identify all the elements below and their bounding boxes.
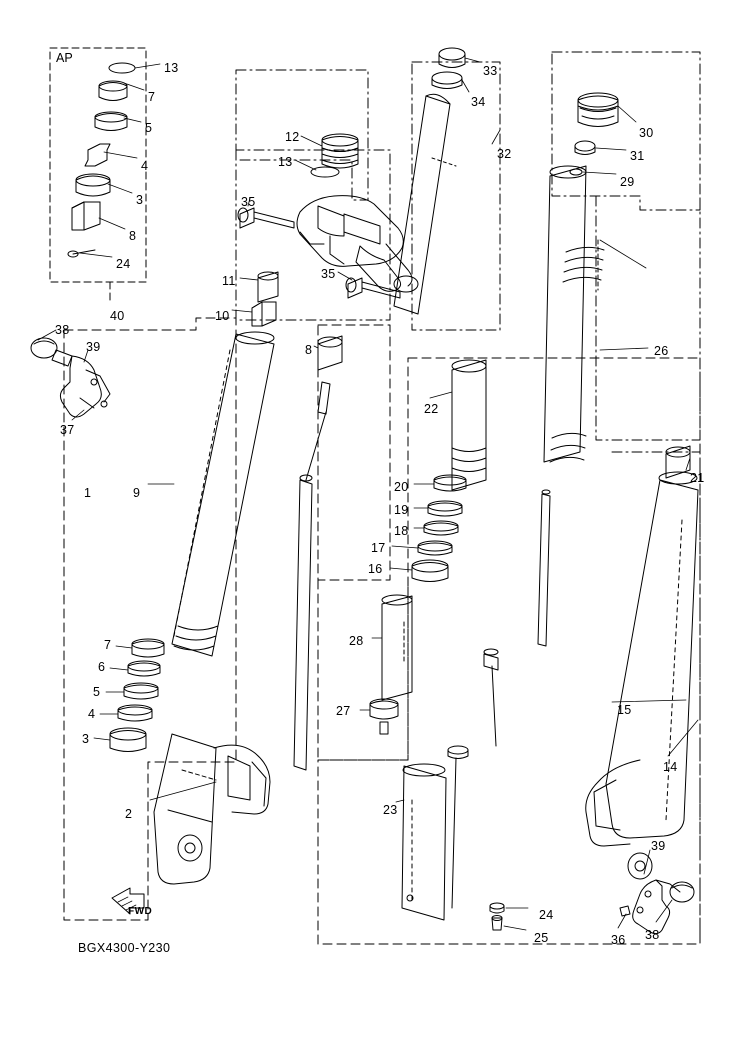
- part-callout-13: 13: [164, 61, 179, 75]
- part-23-damper: [294, 480, 312, 770]
- part-callout-35: 35: [241, 195, 256, 209]
- part-callout-19: 19: [394, 503, 409, 517]
- part-callout-12: 12: [285, 130, 300, 144]
- part-callout-29: 29: [620, 175, 635, 189]
- diagram-code-label: BGX4300-Y230: [78, 941, 171, 955]
- part-callout-26: 26: [654, 344, 669, 358]
- group-box-14: [612, 452, 700, 944]
- part-callout-2: 2: [125, 807, 133, 821]
- part-13b-washer: [311, 167, 339, 177]
- long-rod: [538, 494, 550, 646]
- part-callout-1: 1: [84, 486, 92, 500]
- group-box-crown: [236, 150, 390, 320]
- part-callout-40: 40: [110, 309, 125, 323]
- part-9-inner-tube: [172, 334, 274, 656]
- part-36-bracket: [633, 880, 670, 934]
- part-callout-35: 35: [321, 267, 336, 281]
- part-callout-5: 5: [93, 685, 101, 699]
- part-24b-washer: [490, 903, 504, 909]
- part-27-seat: [370, 701, 398, 719]
- part-26-inner-tube: [544, 166, 586, 462]
- part-callout-7: 7: [148, 90, 156, 104]
- under-bracket: [297, 196, 403, 267]
- part-8b-nut: [318, 336, 342, 370]
- part-11-collar: [258, 272, 278, 302]
- part-callout-32: 32: [497, 147, 512, 161]
- part-23-tube: [402, 766, 446, 920]
- part-callout-33: 33: [483, 64, 498, 78]
- part-callout-34: 34: [471, 95, 486, 109]
- part-31-seal: [575, 141, 595, 151]
- part-callout-6: 6: [98, 660, 106, 674]
- part-30-bearing: [578, 96, 618, 110]
- group-box-1: [64, 318, 236, 920]
- part-34-washer: [432, 72, 462, 84]
- part-callout-39: 39: [651, 839, 666, 853]
- part-18-ring: [424, 523, 458, 535]
- steer-tube: [394, 96, 450, 314]
- part-2-outer-tube: [154, 734, 216, 884]
- part-callout-37: 37: [60, 423, 75, 437]
- part-callout-11: 11: [222, 274, 236, 288]
- part-callout-17: 17: [371, 541, 386, 555]
- damper-rod-top: [318, 382, 330, 414]
- part-callout-38: 38: [55, 323, 70, 337]
- part-callout-14: 14: [663, 760, 678, 774]
- part-33-nut: [439, 48, 465, 60]
- part-21-cap: [666, 446, 690, 478]
- part-callout-28: 28: [349, 634, 364, 648]
- part-callout-3: 3: [136, 193, 144, 207]
- part-callout-27: 27: [336, 704, 351, 718]
- ap-tag-label: AP: [56, 51, 73, 65]
- part-3b-seal: [110, 731, 146, 752]
- part-callout-3: 3: [82, 732, 90, 746]
- part-callout-23: 23: [383, 803, 398, 817]
- part-callout-7: 7: [104, 638, 112, 652]
- group-box-22: [318, 358, 700, 944]
- part-callout-36: 36: [611, 933, 626, 947]
- part-callout-10: 10: [215, 309, 230, 323]
- part-callout-31: 31: [630, 149, 645, 163]
- part-22-tube: [452, 360, 486, 490]
- part-callout-18: 18: [394, 524, 409, 538]
- part-callout-5: 5: [145, 121, 153, 135]
- part-callout-24: 24: [116, 257, 131, 271]
- part-callout-25: 25: [534, 931, 549, 945]
- part-14-outer-tube: [606, 480, 698, 838]
- part-13-washer: [109, 63, 135, 73]
- part-callout-8: 8: [305, 343, 313, 357]
- part-callout-38: 38: [645, 928, 660, 942]
- part-4-bearing: [85, 144, 110, 166]
- part-callout-13: 13: [278, 155, 293, 169]
- part-callout-24: 24: [539, 908, 554, 922]
- part-callout-8: 8: [129, 229, 137, 243]
- part-callout-4: 4: [141, 159, 149, 173]
- part-callout-15: 15: [617, 703, 632, 717]
- part-callout-21: 21: [690, 471, 705, 485]
- part-callout-39: 39: [86, 340, 101, 354]
- part-callout-4: 4: [88, 707, 96, 721]
- part-callout-22: 22: [424, 402, 439, 416]
- fwd-direction-label: FWD: [128, 906, 153, 917]
- part-callout-9: 9: [133, 486, 141, 500]
- part-callout-30: 30: [639, 126, 654, 140]
- part-17-ring: [418, 543, 452, 555]
- part-callout-20: 20: [394, 480, 409, 494]
- part-callout-16: 16: [368, 562, 383, 576]
